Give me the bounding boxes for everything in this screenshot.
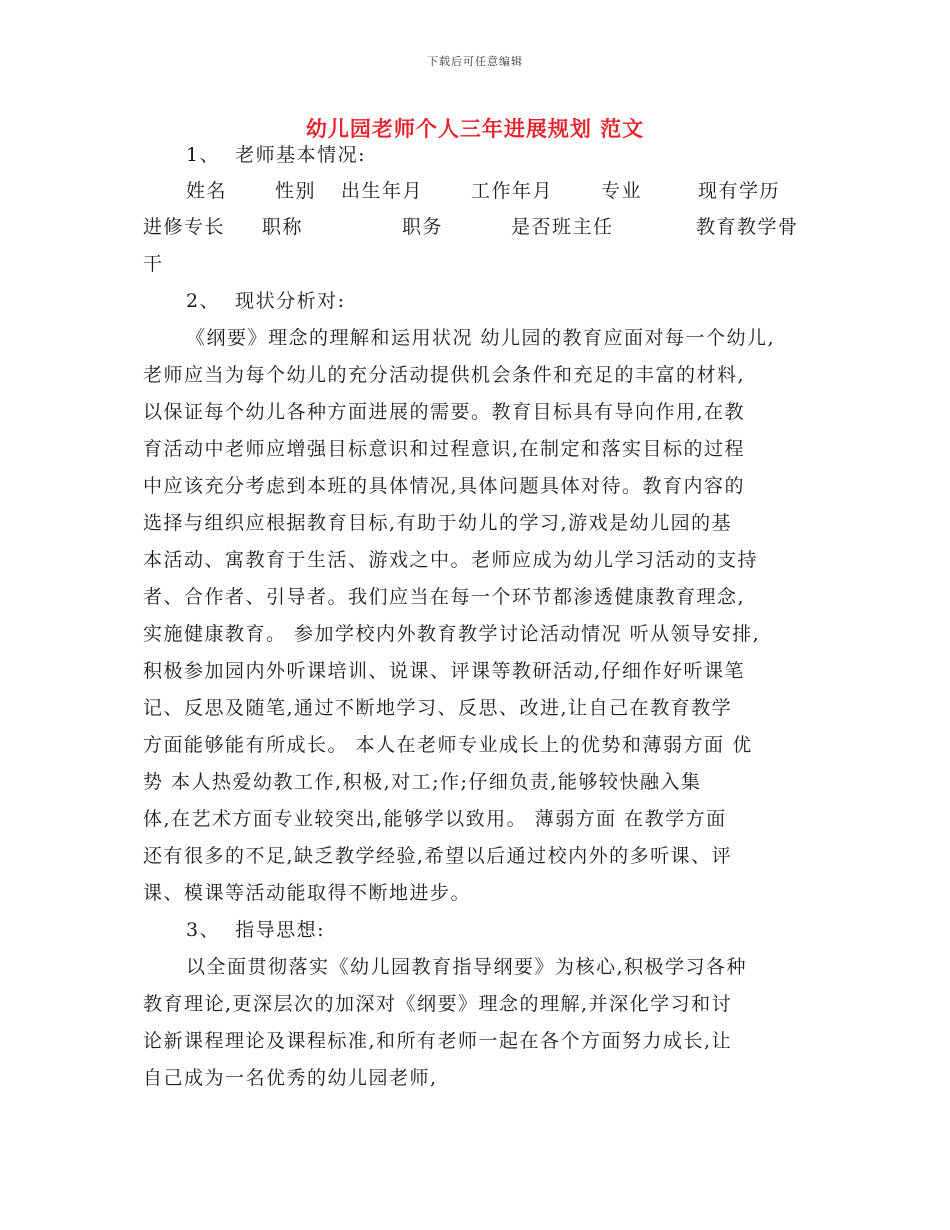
section-heading-2: 2、 现状分析对: — [186, 290, 346, 312]
paragraph-line: 积极参加园内外听课培训、说课、评课等教研活动,仔细作好听课笔 — [143, 660, 746, 682]
paragraph-line: 教育理论,更深层次的加深对《纲要》理念的理解,并深化学习和讨 — [143, 993, 733, 1015]
field-label-name: 姓名 — [186, 180, 228, 202]
paragraph-line: 课、模课等活动能取得不断地进步。 — [143, 882, 472, 904]
field-label-backbone: 教育教学骨 — [696, 216, 799, 238]
field-label-birth: 出生年月 — [341, 180, 424, 202]
paragraph-line: 还有很多的不足,缺乏教学经验,希望以后通过校内外的多听课、评 — [143, 845, 733, 867]
section-heading-3: 3、 指导思想: — [186, 919, 326, 941]
paragraph-line: 势 本人热爱幼教工作,积极,对工;作;仔细负责,能够较快融入集 — [143, 771, 702, 793]
field-label-specialty: 进修专长 — [143, 216, 226, 238]
paragraph-line: 老师应当为每个幼儿的充分活动提供机会条件和充足的丰富的材料, — [143, 364, 746, 386]
paragraph-line: 中应该充分考虑到本班的具体情况,具体问题具体对待。教育内容的 — [143, 475, 746, 497]
document-title: 幼儿园老师个人三年进展规划 范文 — [305, 117, 645, 141]
page-header-note: 下载后可任意编辑 — [427, 55, 523, 68]
paragraph-line: 以保证每个幼儿各种方面进展的需要。教育目标具有导向作用,在教 — [143, 401, 746, 423]
section-heading-1: 1、 老师基本情况: — [186, 144, 367, 166]
field-label-title: 职称 — [262, 216, 304, 238]
paragraph-line: 本活动、寓教育于生活、游戏之中。老师应成为幼儿学习活动的支持 — [143, 549, 759, 571]
paragraph-line: 《纲要》理念的理解和运用状况 幼儿园的教育应面对每一个幼儿, — [186, 327, 776, 349]
paragraph-line: 方面能够能有所成长。 本人在老师专业成长上的优势和薄弱方面 优 — [143, 734, 753, 756]
paragraph-line: 选择与组织应根据教育目标,有助于幼儿的学习,游戏是幼儿园的基 — [143, 512, 733, 534]
field-label-education: 现有学历 — [698, 180, 781, 202]
field-label-work-start: 工作年月 — [471, 180, 554, 202]
paragraph-line: 论新课程理论及课程标准,和所有老师一起在各个方面努力成长,让 — [143, 1030, 733, 1052]
paragraph-line: 自己成为一名优秀的幼儿园老师, — [143, 1067, 438, 1089]
paragraph-line: 育活动中老师应增强目标意识和过程意识,在制定和落实目标的过程 — [143, 438, 746, 460]
paragraph-line: 以全面贯彻落实《幼儿园教育指导纲要》为核心,积极学习各种 — [186, 956, 748, 978]
paragraph-line: 记、反思及随笔,通过不断地学习、反思、改进,让自己在教育教学 — [143, 697, 733, 719]
field-label-gender: 性别 — [275, 180, 317, 202]
field-label-position: 职务 — [402, 216, 444, 238]
field-label-backbone-cont: 干 — [143, 253, 164, 275]
paragraph-line: 实施健康教育。 参加学校内外教育教学讨论活动情况 听从领导安排, — [143, 623, 761, 645]
field-label-major: 专业 — [601, 180, 643, 202]
paragraph-line: 体,在艺术方面专业较突出,能够学以致用。 薄弱方面 在教学方面 — [143, 808, 727, 830]
paragraph-line: 者、合作者、引导者。我们应当在每一个环节都渗透健康教育理念, — [143, 586, 746, 608]
field-label-head-teacher: 是否班主任 — [511, 216, 614, 238]
